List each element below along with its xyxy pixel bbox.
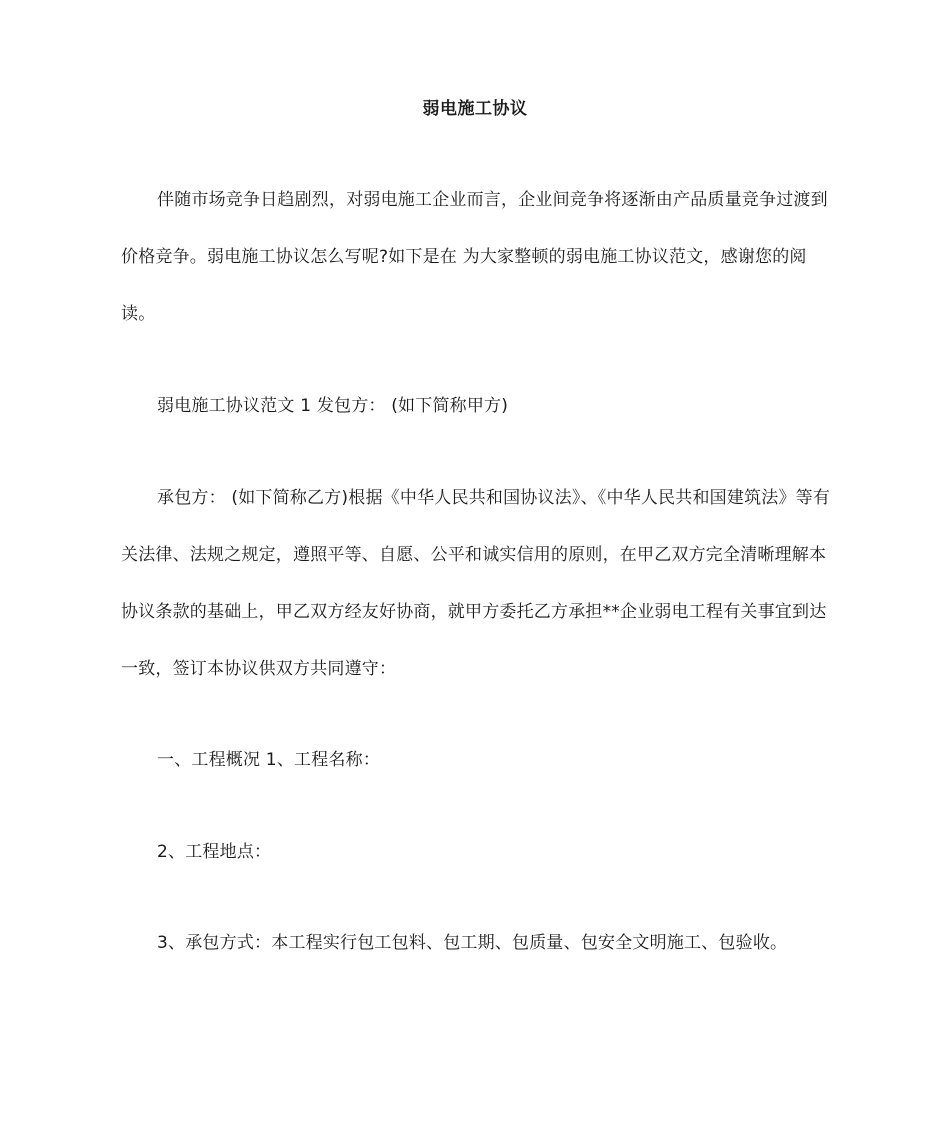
project-location-paragraph: 2、工程地点： (157, 842, 272, 862)
document-title: 弱电施工协议 (422, 99, 528, 119)
project-overview-paragraph: 一、工程概况 1、工程名称： (157, 750, 381, 770)
intro-paragraph: 伴随市场竞争日趋剧烈，对弱电施工企业而言，企业间竞争将逐渐由产品质量竞争过渡到价格竞争。弱电施工协议怎么写呢?如下是在 为大家整顿的弱电施工协议范文，感谢您的阅读。 (121, 190, 828, 324)
contractor-party-paragraph: 弱电施工协议范文 1 发包方： (如下简称甲方) (157, 396, 509, 416)
contractee-party-paragraph: 承包方： (如下简称乙方)根据《中华人民共和国协议法》、《中华人民共和国建筑法》等有关法律、法规之规定，遵照平等、自愿、公平和诚实信用的原则，在甲乙双方完全清晰理解本协议条款的基础上，甲乙双方经友好协商，就甲方委托乙方承担**企业弱电工程有关事宜到达一致，签订本协议供双方共同遵守： (121, 488, 831, 679)
contract-method-paragraph: 3、承包方式：本工程实行包工包料、包工期、包质量、包安全文明施工、包验收。 (157, 933, 788, 953)
